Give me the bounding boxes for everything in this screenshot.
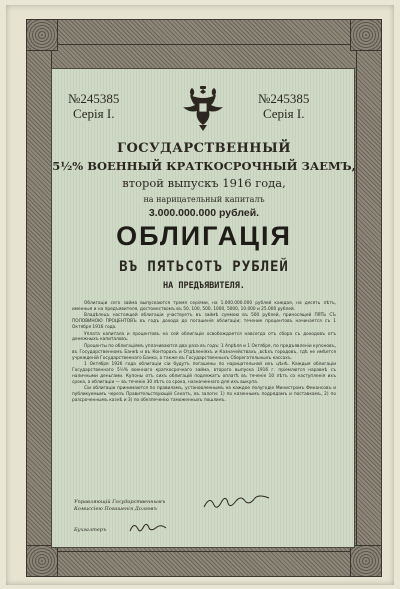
heading-issue: второй выпускъ 1916 года, bbox=[122, 176, 286, 190]
bond-bearer-note: НА ПРЕДЪЯВИТЕЛЯ. bbox=[163, 281, 245, 291]
heading-loan-name: 5½% ВОЕННЫЙ КРАТКОСРОЧНЫЙ ЗАЕМЪ, bbox=[52, 159, 356, 173]
manager-signature bbox=[202, 495, 272, 511]
accountant-signature bbox=[128, 521, 168, 535]
signature-title-line2: Комиссіею Погашенія Долговъ bbox=[74, 505, 157, 512]
serial-block-left bbox=[68, 91, 119, 121]
terms-paragraph: Проценты по облигаціямъ уплачиваются два раза въ годъ: 1 Апрѣля и 1 Октября, по предъявленіи купоновъ, въ Государственномъ Банкѣ и въ Конторахъ и Отдѣленіяхъ и Казначействахъ ,всѣхъ городовъ, гдѣ не имѣется учрежденій Государственнаго Банка, а также въ Государственныхъ Сберегательныхъ кассахъ. bbox=[72, 343, 336, 361]
series-label-right: Серія I. bbox=[262, 106, 305, 121]
heading-capital-amount: 3.000.000.000 рублей. bbox=[148, 207, 260, 219]
series-label-left: Серія I. bbox=[72, 106, 115, 121]
serial-number-right: №245385 bbox=[258, 91, 310, 106]
terms-paragraph: Облигаціи сего займа выпускаются тремя серіями, на 1.000.000.000 рублей каждая, на десять лѣтъ, именныя и на предъявителя, достоинствомъ въ 50, 100, 500, 1000, 5000, 10.000 и 25.000 рублей. bbox=[72, 301, 336, 312]
terms-paragraph: Сіи облигаціи принимаются по правиламъ, установленнымъ на каждое полугодіе Министромъ Финансовъ и публикуемымъ черезъ Правительствующій Сенатъ, въ залоги: 1) по казеннымъ подрядамъ и поставкамъ, 2) по разсроченнымъ казнѣ и 3) по обезпеченію таможенныхъ пошлинъ. bbox=[72, 386, 336, 403]
frame-corner-top-left bbox=[26, 19, 58, 51]
frame-corner-bottom-left bbox=[26, 545, 58, 577]
ornamental-frame bbox=[26, 19, 382, 577]
terms-paragraph: Владѣлецъ настоящей облигаціи участвуетъ въ займѣ суммою въ 500 рублей, приносящей ПЯТЬ СЪ ПОЛОВИНОЮ ПРОЦЕНТОВЪ въ годъ дохода до погашенія облигаціи; течение процентовъ начинается съ 1 Октября 1916 года. bbox=[72, 313, 336, 331]
bond-panel bbox=[51, 68, 355, 548]
terms-paragraph: 1 Октября 1926 года облигаціи сіи будутъ погашены по нарицательной ихъ цѣнѣ. Каждыя облигаціи Государственнаго 5½% военнаго краткосрочнаго займа, второго выпуска 1916 г. пріемлются наравнѣ съ наличными деньгами. Купоны отъ сихъ облигацій подлежатъ оплатѣ въ теченіе 10 лѣтъ со наступленія ихъ срока, а облигаціи — въ теченіе 30 лѣтъ со срока, назначеннаго для ихъ выкупа. bbox=[72, 362, 336, 385]
bond-paper bbox=[6, 5, 394, 585]
frame-corner-bottom-right bbox=[350, 545, 382, 577]
bond-denomination: ВЪ ПЯТЬСОТЪ РУБЛЕЙ bbox=[119, 259, 289, 275]
bond-title: ОБЛИГАЦІЯ bbox=[116, 221, 292, 251]
serial-block-right bbox=[258, 91, 309, 121]
bond-terms-text bbox=[72, 301, 336, 404]
serial-number-left: №245385 bbox=[68, 91, 120, 106]
signature-title-accountant: Бухгалтеръ bbox=[74, 527, 107, 533]
signature-title-line1: Управляющій Государственнымъ bbox=[74, 499, 166, 505]
heading-state: ГОСУДАРСТВЕННЫЙ bbox=[116, 141, 291, 156]
terms-paragraph: Уплата капитала и процентовъ на сей облигаціи освобождается навсегда отъ сбора съ доходовъ отъ денежныхъ капиталовъ. bbox=[72, 331, 336, 343]
heading-capital-label: на нарицательный капиталъ bbox=[143, 195, 265, 204]
double-headed-eagle-icon bbox=[180, 83, 226, 133]
frame-corner-top-right bbox=[350, 19, 382, 51]
